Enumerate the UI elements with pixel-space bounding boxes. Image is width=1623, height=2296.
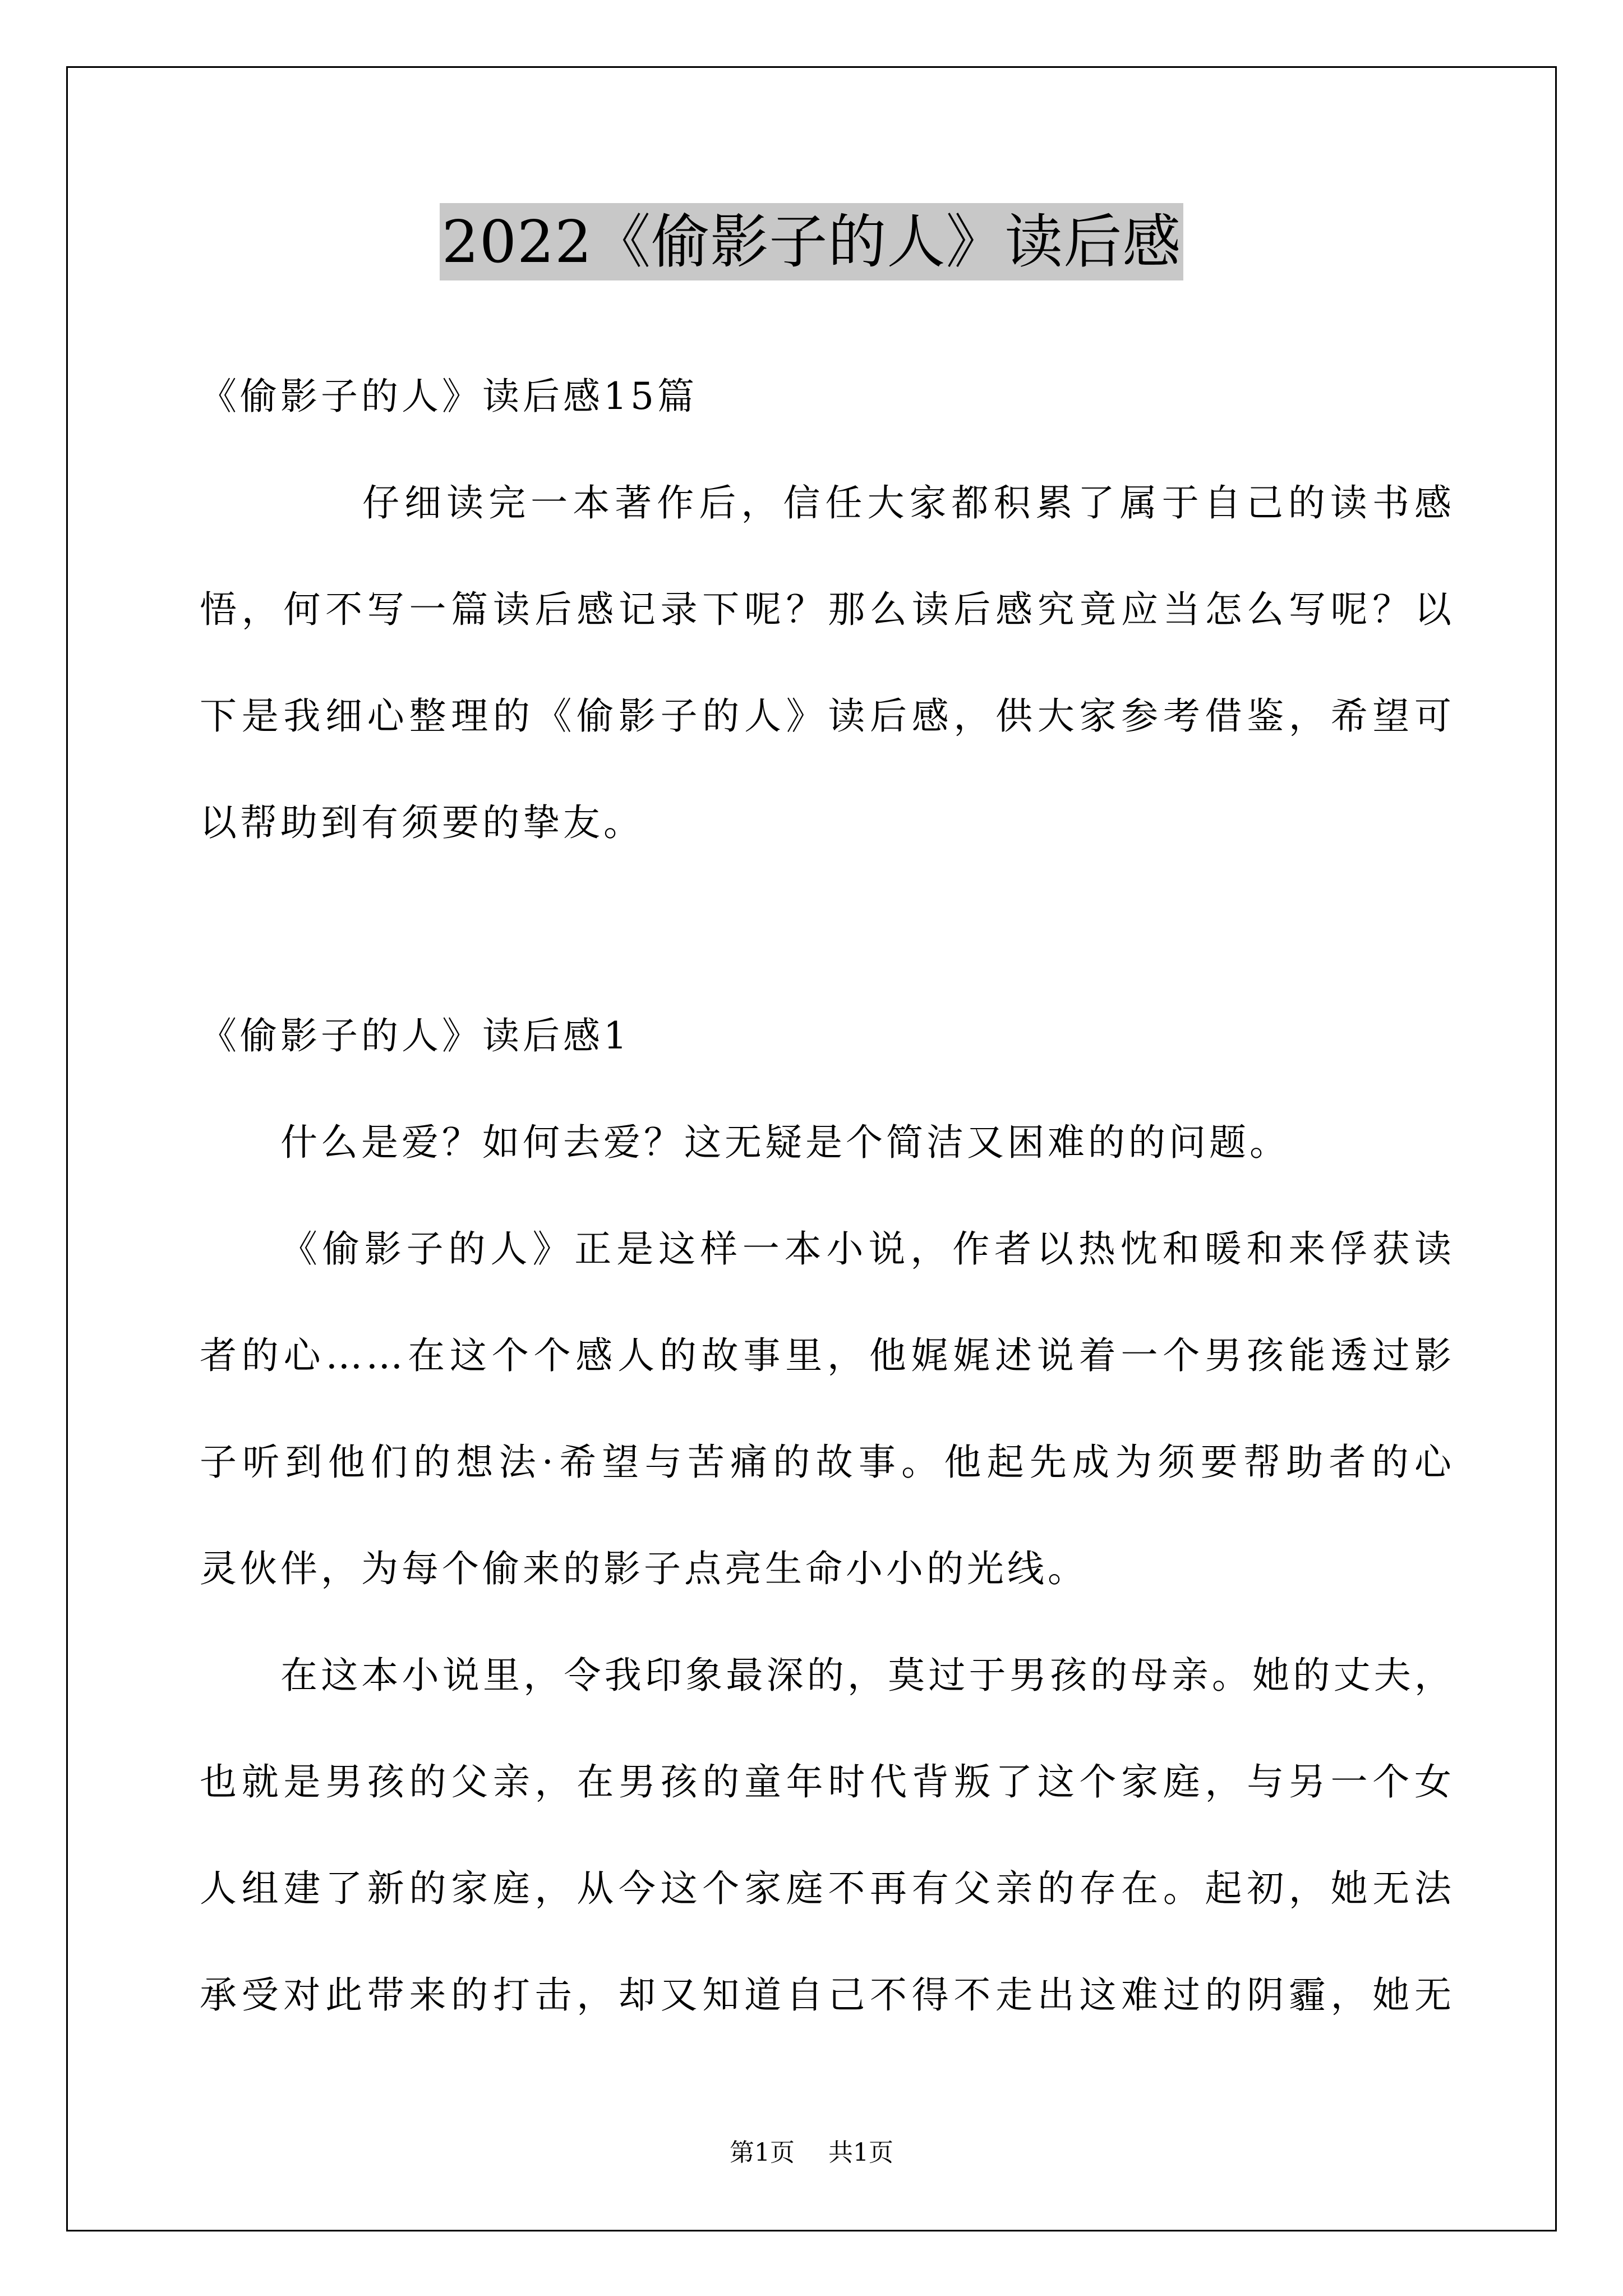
intro-line: 以帮助到有须要的挚友。 [200, 801, 644, 844]
document-body [200, 343, 1455, 2049]
page-number-current: 第1页 [730, 2138, 795, 2167]
page-number-total: 共1页 [828, 2138, 893, 2167]
document-title: 2022《偷影子的人》读后感 [440, 203, 1184, 280]
intro-line: 悟，何不写一篇读后感记录下呢？那么读后感究竟应当怎么写呢？以 [200, 588, 1455, 631]
paragraph-spacer [200, 876, 1455, 983]
paragraph-line: 也就是男孩的父亲，在男孩的童年时代背叛了这个家庭，与另一个女 [200, 1760, 1455, 1803]
paragraph-line: 承受对此带来的打击，却又知道自己不得不走出这难过的阴霾，她无 [200, 1973, 1455, 2017]
paragraph-2 [200, 1196, 1455, 1622]
paragraph-line: 什么是爱？如何去爱？这无疑是个简洁又困难的的问题。 [280, 1121, 1290, 1164]
paragraph-line: 子听到他们的想法·希望与苦痛的故事。他起先成为须要帮助者的心 [200, 1441, 1455, 1484]
title-container [0, 203, 1623, 280]
paragraph-3 [200, 1622, 1455, 2049]
collection-heading: 《偷影子的人》读后感15篇 [200, 375, 698, 418]
section-heading: 《偷影子的人》读后感1 [200, 1014, 630, 1057]
paragraph-line: 《偷影子的人》正是这样一本小说，作者以热忱和暖和来俘获读 [280, 1227, 1455, 1271]
paragraph-line: 人组建了新的家庭，从今这个家庭不再有父亲的存在。起初，她无法 [200, 1867, 1455, 1910]
paragraph-line: 者的心……在这个个感人的故事里，他娓娓述说着一个男孩能透过影 [200, 1334, 1455, 1377]
paragraph-line: 灵伙伴，为每个偷来的影子点亮生命小小的光线。 [200, 1547, 1088, 1590]
paragraph-1 [200, 1089, 1455, 1196]
intro-paragraph [200, 450, 1455, 876]
intro-line: 仔细读完一本著作后，信任大家都积累了属于自己的读书感 [362, 481, 1455, 524]
page-footer [0, 2136, 1623, 2170]
paragraph-line: 在这本小说里，令我印象最深的，莫过于男孩的母亲。她的丈夫， [280, 1654, 1455, 1697]
intro-line: 下是我细心整理的《偷影子的人》读后感，供大家参考借鉴，希望可 [200, 694, 1455, 738]
